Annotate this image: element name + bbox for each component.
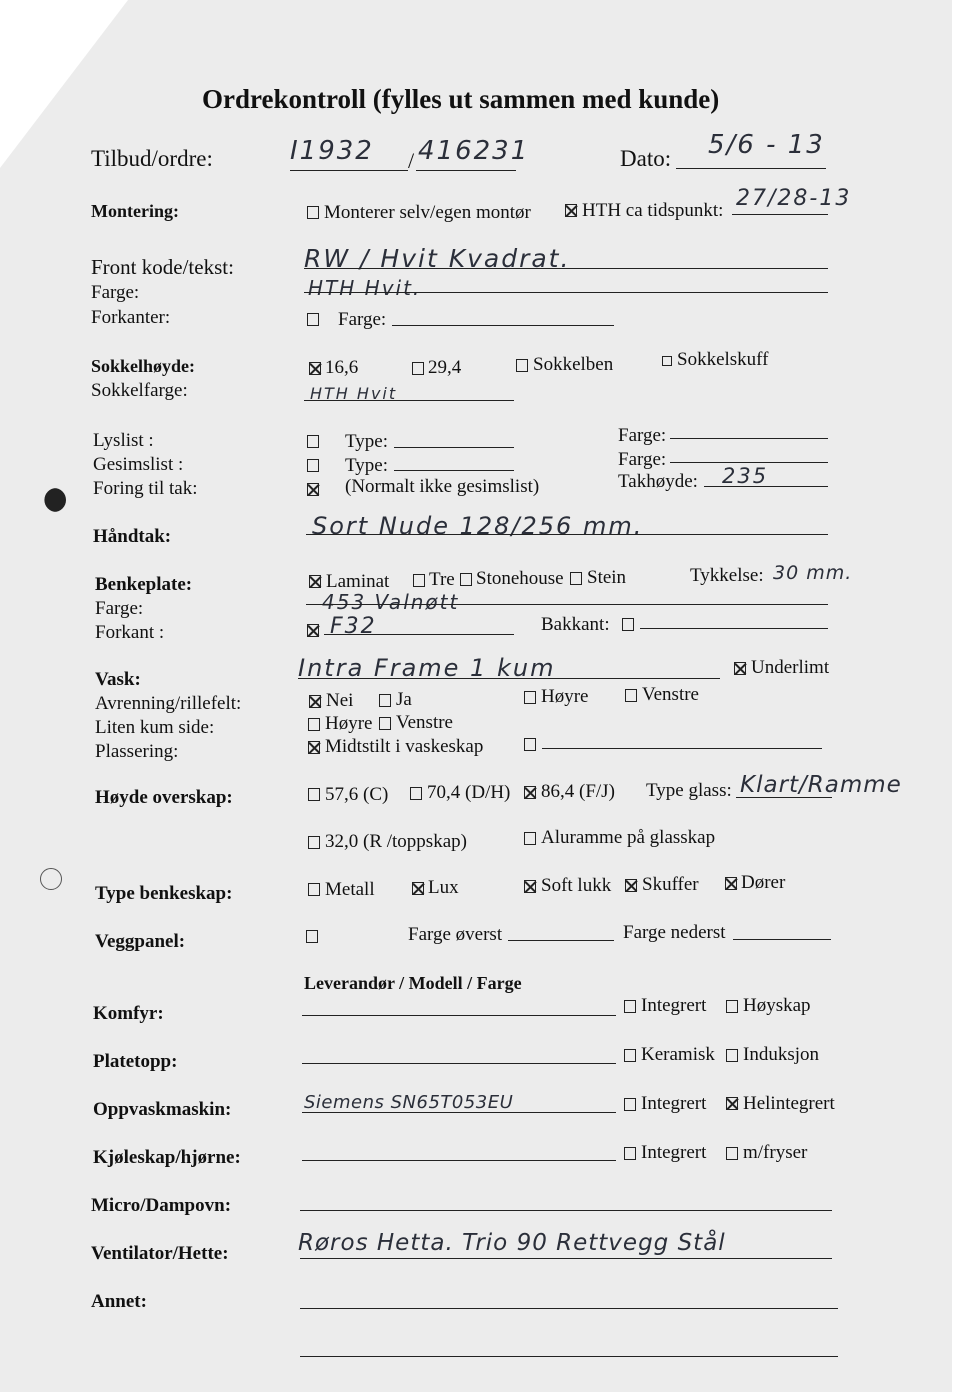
label-vask: Vask: — [95, 669, 141, 690]
checkbox-forkanter[interactable] — [307, 313, 319, 326]
label-sokkelhoyde: Sokkelhøyde: — [91, 356, 196, 376]
checkbox-monterer-selv[interactable] — [307, 206, 319, 219]
punch-hole-bottom — [40, 868, 62, 890]
label-farge: Farge: — [91, 282, 140, 303]
farge-overst-line — [508, 940, 614, 941]
opt-kum-venstre: Venstre — [396, 712, 453, 733]
opt-ja: Ja — [396, 689, 412, 710]
checkbox-m-fryser[interactable] — [726, 1147, 738, 1160]
opt-kjoleskap-integrert: Integrert — [641, 1142, 707, 1163]
label-montering: Montering: — [91, 201, 179, 221]
label-gesimslist: Gesimslist : — [93, 454, 184, 475]
farge-nederst-line — [733, 939, 831, 940]
checkbox-bakkant[interactable] — [622, 618, 634, 631]
forkant-line — [324, 634, 514, 635]
checkbox-stonehouse[interactable] — [460, 573, 472, 586]
checkbox-laminat[interactable] — [309, 575, 321, 588]
opt-hth-tidspunkt: HTH ca tidspunkt: — [582, 200, 724, 221]
opt-hoyskap: Høyskap — [743, 995, 811, 1016]
checkbox-hoyskap[interactable] — [726, 1000, 738, 1013]
tidspunkt-line — [732, 214, 828, 215]
label-komfyr: Komfyr: — [93, 1003, 164, 1024]
tidspunkt-value: 27/28-13 — [736, 186, 852, 211]
handtak-value: Sort Nude 128/256 mm. — [312, 512, 644, 540]
front-kode-line — [304, 268, 828, 269]
checkbox-oppvask-integrert[interactable] — [624, 1098, 636, 1111]
tykkelse-value: 30 mm. — [773, 562, 853, 584]
opt-oppvask-integrert: Integrert — [641, 1093, 707, 1114]
checkbox-komfyr-integrert[interactable] — [624, 1000, 636, 1013]
opt-tykkelse: Tykkelse: — [690, 565, 764, 586]
checkbox-lux[interactable] — [412, 882, 424, 895]
label-tilbud: Tilbud/ordre: — [91, 146, 213, 171]
oppvask-value: Siemens SN65T053EU — [304, 1092, 514, 1113]
handtak-line — [306, 534, 828, 535]
checkbox-gesimslist[interactable] — [307, 459, 319, 472]
label-avrenning: Avrenning/rillefelt: — [95, 693, 242, 714]
opt-stein: Stein — [587, 567, 627, 588]
checkbox-skuffer[interactable] — [625, 879, 637, 892]
sokkelfarge-value: HTH Hvit — [310, 384, 398, 403]
checkbox-keramisk[interactable] — [624, 1049, 636, 1062]
type-glass-line — [736, 797, 832, 798]
opt-aluramme: Aluramme på glasskap — [541, 827, 716, 848]
label-oppvask: Oppvaskmaskin: — [93, 1099, 232, 1120]
checkbox-sokkel-166[interactable] — [309, 362, 321, 375]
label-annet: Annet: — [91, 1291, 147, 1312]
label-platetopp: Platetopp: — [93, 1051, 178, 1072]
opt-sokkel-294: 29,4 — [428, 357, 462, 378]
opt-midtstilt: Midtstilt i vaskeskap — [325, 736, 484, 757]
opt-avrenning-hoyre: Høyre — [541, 686, 589, 707]
annet-line-1 — [300, 1308, 838, 1309]
micro-line — [300, 1210, 832, 1211]
checkbox-midtstilt[interactable] — [308, 741, 320, 754]
opt-forkanter-farge: Farge: — [338, 309, 387, 330]
oppvask-line — [302, 1112, 616, 1113]
ventilator-line — [300, 1258, 832, 1259]
opt-soft-lukk: Soft lukk — [541, 875, 612, 896]
bakkant-line — [640, 628, 828, 629]
opt-farge-nederst: Farge nederst — [623, 922, 726, 943]
ventilator-value: Røros Hetta. Trio 90 Rettvegg Stål — [298, 1230, 726, 1256]
checkbox-foring[interactable] — [307, 483, 319, 496]
takhoyde-value: 235 — [722, 464, 769, 488]
checkbox-aluramme[interactable] — [524, 832, 536, 845]
checkbox-ja[interactable] — [379, 694, 391, 707]
checkbox-kjoleskap-integrert[interactable] — [624, 1147, 636, 1160]
opt-type-glass: Type glass: — [646, 780, 732, 801]
checkbox-avrenning-hoyre[interactable] — [524, 691, 536, 704]
label-dato: Dato: — [620, 146, 672, 171]
kjoleskap-line — [302, 1160, 616, 1161]
form-title: Ordrekontroll (fylles ut sammen med kunde) — [202, 84, 720, 114]
opt-stonehouse: Stonehouse — [476, 568, 564, 589]
checkbox-kum-venstre[interactable] — [379, 717, 391, 730]
label-hoyde-overskap: Høyde overskap: — [95, 787, 233, 808]
opt-monterer-selv: Monterer selv/egen montør — [324, 202, 531, 223]
checkbox-dorer[interactable] — [725, 877, 737, 890]
takhoyde-line — [704, 486, 828, 487]
opt-h704: 70,4 (D/H) — [427, 782, 511, 803]
vask-value: Intra Frame 1 kum — [298, 654, 556, 682]
checkbox-h320[interactable] — [308, 836, 320, 849]
front-kode-value: RW / Hvit Kvadrat. — [304, 244, 571, 273]
label-forkant: Forkant : — [95, 622, 165, 643]
checkbox-avrenning-venstre[interactable] — [625, 689, 637, 702]
label-handtak: Håndtak: — [93, 526, 172, 547]
label-forkanter: Forkanter: — [91, 307, 171, 328]
label-benkeplate: Benkeplate: — [95, 574, 193, 595]
opt-farge-overst: Farge øverst — [408, 924, 503, 945]
opt-skuffer: Skuffer — [642, 874, 699, 895]
label-micro: Micro/Dampovn: — [91, 1195, 232, 1216]
forkant-value: F32 — [330, 614, 377, 639]
opt-kum-hoyre: Høyre — [325, 713, 373, 734]
label-liten-kum: Liten kum side: — [95, 717, 215, 738]
checkbox-plassering-annet[interactable] — [524, 738, 536, 751]
opt-metall: Metall — [325, 879, 375, 900]
label-benke-farge: Farge: — [95, 598, 144, 619]
lyslist-farge-line — [670, 438, 828, 439]
opt-sokkelben: Sokkelben — [533, 354, 614, 375]
farge-line — [304, 292, 828, 293]
checkbox-metall[interactable] — [308, 883, 320, 896]
opt-dorer: Dører — [741, 872, 786, 893]
type-glass-value: Klart/Ramme — [740, 772, 902, 798]
lyslist-type-line — [394, 447, 514, 448]
opt-underlimt: Underlimt — [751, 657, 830, 678]
checkbox-underlimt[interactable] — [734, 662, 746, 675]
checkbox-helintegrert[interactable] — [726, 1097, 738, 1110]
opt-h320: 32,0 (R /toppskap) — [325, 831, 467, 852]
opt-lyslist-type: Type: — [345, 431, 388, 452]
checkbox-stein[interactable] — [570, 572, 582, 585]
opt-nei: Nei — [326, 690, 354, 711]
opt-gesimslist-farge: Farge: — [618, 449, 667, 470]
opt-h864: 86,4 (F/J) — [541, 781, 615, 802]
opt-sokkelskuff: Sokkelskuff — [677, 349, 769, 370]
forkanter-line — [392, 325, 614, 326]
tilbud-value-a: I1932 — [290, 136, 374, 166]
checkbox-sokkelskuff[interactable] — [662, 356, 672, 366]
checkbox-kum-hoyre[interactable] — [308, 718, 320, 731]
vask-line — [298, 678, 720, 679]
tilbud-line-a — [290, 170, 408, 171]
label-veggpanel: Veggpanel: — [95, 931, 186, 952]
opt-laminat: Laminat — [326, 571, 390, 592]
checkbox-sokkel-294[interactable] — [412, 362, 424, 375]
checkbox-induksjon[interactable] — [726, 1049, 738, 1062]
benke-farge-line — [306, 604, 828, 605]
label-kjoleskap: Kjøleskap/hjørne: — [93, 1147, 241, 1168]
label-plassering: Plassering: — [95, 741, 179, 762]
opt-m-fryser: m/fryser — [743, 1142, 808, 1163]
opt-h576: 57,6 (C) — [325, 784, 389, 805]
opt-avrenning-venstre: Venstre — [642, 684, 699, 705]
checkbox-forkant[interactable] — [307, 624, 319, 637]
checkbox-soft-lukk[interactable] — [524, 880, 536, 893]
opt-normalt-ikke: (Normalt ikke gesimslist) — [345, 476, 540, 497]
checkbox-h704[interactable] — [410, 787, 422, 800]
label-front-kode: Front kode/tekst: — [91, 255, 234, 279]
checkbox-sokkelben[interactable] — [516, 359, 528, 372]
farge-value: HTH Hvit. — [308, 276, 422, 300]
opt-helintegrert: Helintegrert — [743, 1093, 835, 1114]
leverandor-header: Leverandør / Modell / Farge — [304, 973, 522, 993]
dato-line — [676, 168, 826, 169]
tilbud-value-b: 416231 — [418, 136, 530, 166]
annet-line-2 — [300, 1356, 838, 1357]
opt-gesimslist-type: Type: — [345, 455, 388, 476]
label-foring: Foring til tak: — [93, 478, 198, 499]
gesimslist-type-line — [394, 470, 514, 471]
opt-sokkel-166: 16,6 — [325, 357, 359, 378]
checkbox-nei[interactable] — [309, 695, 321, 708]
opt-lyslist-farge: Farge: — [618, 425, 667, 446]
opt-keramisk: Keramisk — [641, 1044, 715, 1065]
opt-komfyr-integrert: Integrert — [641, 995, 707, 1016]
sokkelfarge-line — [304, 400, 514, 401]
label-lyslist: Lyslist : — [93, 430, 154, 451]
label-type-benkeskap: Type benkeskap: — [95, 883, 233, 904]
checkbox-veggpanel[interactable] — [306, 930, 318, 943]
label-ventilator: Ventilator/Hette: — [91, 1243, 229, 1264]
checkbox-h576[interactable] — [308, 788, 320, 801]
checkbox-hth-tidspunkt[interactable] — [565, 204, 577, 217]
checkbox-h864[interactable] — [524, 786, 536, 799]
opt-takhoyde: Takhøyde: — [618, 471, 698, 492]
opt-tre: Tre — [429, 569, 455, 590]
tilbud-line-b — [416, 170, 516, 171]
opt-lux: Lux — [428, 877, 459, 898]
komfyr-line — [302, 1015, 616, 1016]
label-sokkelfarge: Sokkelfarge: — [91, 380, 188, 401]
checkbox-lyslist[interactable] — [307, 435, 319, 448]
plassering-line — [542, 748, 822, 749]
opt-bakkant: Bakkant: — [541, 614, 610, 635]
checkbox-tre[interactable] — [413, 574, 425, 587]
opt-induksjon: Induksjon — [743, 1044, 819, 1065]
slash: / — [408, 148, 415, 173]
platetopp-line — [302, 1063, 616, 1064]
dato-value: 5/6 - 13 — [708, 130, 825, 160]
benke-farge-value: 453 Valnøtt — [322, 590, 460, 614]
gesimslist-farge-line — [670, 462, 828, 463]
